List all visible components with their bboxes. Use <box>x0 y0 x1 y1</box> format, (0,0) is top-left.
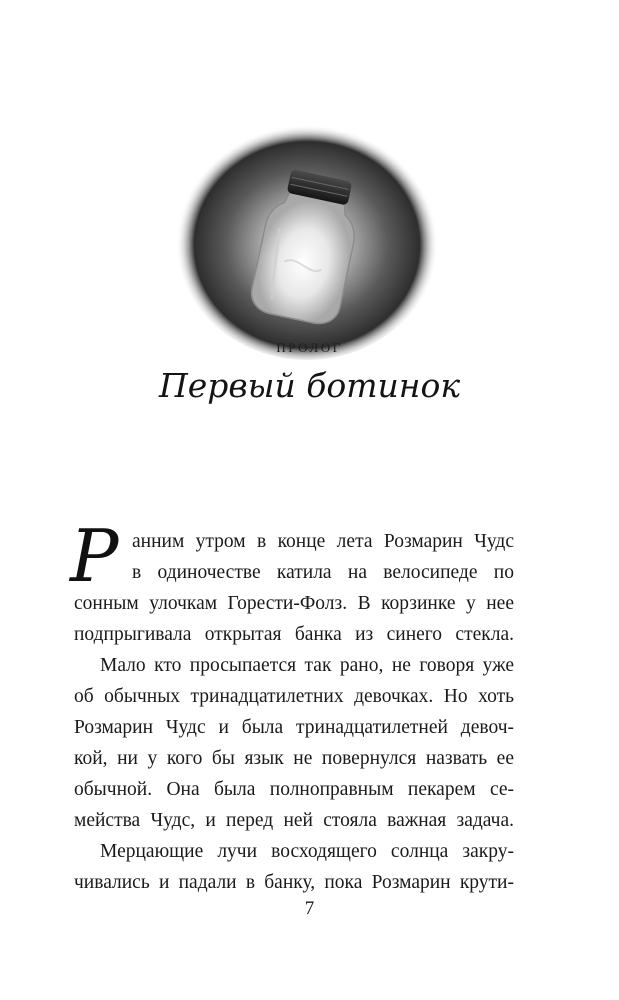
text-line: об обычных тринадцатилетних девочках. Но хоть <box>74 686 514 707</box>
text-line: Мало кто просыпается так рано, не говоря уже <box>100 655 514 676</box>
text-line: Мерцающие лучи восходящего солнца закру- <box>100 841 514 862</box>
glowing-jar-icon <box>176 116 438 360</box>
body-text <box>74 588 514 898</box>
text-line: кой, ни у кого бы язык не повернулся назвать ее <box>74 748 514 769</box>
drop-cap: Р <box>70 514 119 598</box>
text-line: мейства Чудс, и перед ней стояла важная задача. <box>74 810 514 831</box>
text-line: чивались и падали в банку, пока Розмарин крути- <box>74 872 514 893</box>
page-number: 7 <box>304 898 315 919</box>
text-line: Розмарин Чудс и была тринадцатилетней девоч- <box>74 717 514 738</box>
text-line: анним утром в конце лета Розмарин Чудс <box>132 531 514 552</box>
text-line: обычной. Она была полноправным пекарем се- <box>74 779 514 800</box>
text-line: сонным улочкам Горести-Фолз. В корзинке у нее <box>74 593 514 614</box>
text-line: подпрыгивала открытая банка из синего стекла. <box>74 624 514 645</box>
paragraph-opening <box>132 526 514 588</box>
chapter-title: Первый ботинок <box>158 366 461 405</box>
text-line: в одиночестве катила на велосипеде по <box>132 562 514 583</box>
chapter-label: пролог <box>276 336 343 357</box>
